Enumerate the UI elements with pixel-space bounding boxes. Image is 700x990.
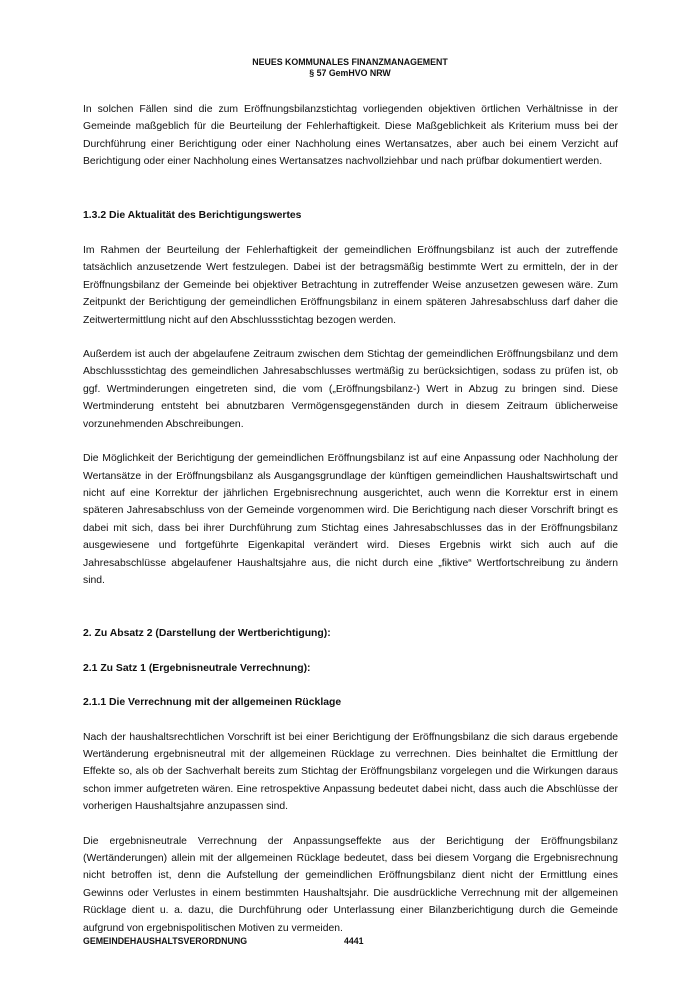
section-heading-2-1: 2.1 Zu Satz 1 (Ergebnisneutrale Verrechnung): [83, 662, 311, 674]
section-heading-2: 2. Zu Absatz 2 (Darstellung der Wertberichtigung): [83, 628, 331, 640]
header-subtitle: § 57 GemHVO NRW [309, 68, 391, 78]
page-footer [83, 936, 618, 947]
page-header [0, 57, 700, 79]
paragraph: Die ergebnisneutrale Verrechnung der Anpassungseffekte aus der Berichtigung der Eröffnungsbilanz (Wertänderungen) allein mit der allgemeinen Rücklage bedeutet, dass bei diesem Vorgang die Ergebnisrechnung nicht betroffen ist, denn die Aufstellung der gemeindlichen Eröffnungsbilanz dient nicht der Ermittlung eines Gewinns oder Verlustes in einem bestimmten Haushaltsjahr. Die ausdrückliche Verrechnung mit der allgemeinen Rücklage dient u. a. dazu, die Durchführung oder Unterlassung einer Bilanzberichtigung durch die Gemeinde aufgrund von ergebnispolitischen Motiven zu vermeiden. [83, 835, 618, 934]
paragraph: Außerdem ist auch der abgelaufene Zeitraum zwischen dem Stichtag der gemeindlichen Eröffnungsbilanz und dem Abschlussstichtag des gemeindlichen Jahresabschlusses wertmäßig zu berücksichtigen, sodass zu prüfen ist, ob ggf. Wertminderungen eingetreten sind, die vom („Eröffnungsbilanz-) Wert in Abzug zu bringen sind. Diese Wertminderung entsteht bei abnutzbaren Vermögensgegenständen durch in diesem Zeitraum üblicherweise vorzunehmenden Abschreibungen. [83, 349, 618, 430]
paragraph: In solchen Fällen sind die zum Eröffnungsbilanzstichtag vorliegenden objektiven örtlichen Verhältnisse in der Gemeinde maßgeblich für die Beurteilung der Fehlerhaftigkeit. Diese Maßgeblichkeit als Kriterium muss bei der Durchführung einer Berichtigung oder einer Nachholung eines Wertansatzes, aber auch bei einem Verzicht auf Berichtigung oder einer Nachholung eines Wertansatzes nachvollziehbar und nach prüfbar dokumentiert werden. [83, 104, 618, 168]
section-heading-1-3-2: 1.3.2 Die Aktualität des Berichtigungswertes [83, 209, 302, 221]
body-text [83, 101, 618, 937]
paragraph: Im Rahmen der Beurteilung der Fehlerhaftigkeit der gemeindlichen Eröffnungsbilanz ist auch der zutreffende tatsächlich anzusetzende Wert festzulegen. Dabei ist der betragsmäßig bestimmte Wert zu ermitteln, der in der Eröffnungsbilanz der Gemeinde bei objektiver Betrachtung in zutreffender Weise anzusetzen gewesen wäre. Zum Zeitpunkt der Berichtigung der gemeindlichen Eröffnungsbilanz in einem späteren Jahresabschluss darf daher die Zeitwertermittlung nicht auf den Abschlussstichtag bezogen werden. [83, 245, 618, 326]
section-heading-2-1-1: 2.1.1 Die Verrechnung mit der allgemeinen Rücklage [83, 697, 342, 709]
paragraph: Nach der haushaltsrechtlichen Vorschrift ist bei einer Berichtigung der Eröffnungsbilanz die sich daraus ergebende Wertänderung ergebnisneutral mit der allgemeinen Rücklage zu verrechnen. Dies beinhaltet die Ermittlung der Effekte so, als ob der Sachverhalt bereits zum Stichtag der Eröffnungsbilanz vorgelegen und die Wirkungen daraus schon immer aufgetreten wären. Eine retrospektive Anpassung bedeutet dabei nicht, dass auch die Abschlüsse der vorherigen Haushaltsjahre anzupassen sind. [83, 731, 618, 813]
footer-title: GEMEINDEHAUSHALTSVERORDNUNG [83, 936, 248, 946]
header-title: NEUES KOMMUNALES FINANZMANAGEMENT [252, 57, 448, 67]
page-number: 4441 [344, 936, 364, 946]
paragraph: Die Möglichkeit der Berichtigung der gemeindlichen Eröffnungsbilanz ist auf eine Anpassung oder Nachholung der Wertansätze in der Eröffnungsbilanz als Ausgangsgrundlage der künftigen gemeindlichen Haushaltswirtschaft und nicht auf eine Korrektur der jährlichen Ergebnisrechnung ausgerichtet, auch wenn die Korrektur erst in einem späteren Jahresabschluss von der Gemeinde vorgenommen wird. Die Berichtigung nach dieser Vorschrift bringt es dabei mit sich, dass bei ihrer Durchführung zum Stichtag eines Jahresabschlusses das in der Eröffnungsbilanz ausgewiesene und fortgeführte Eigenkapital verändert wird. Dieses Ergebnis wirkt sich auch auf die Jahresabschlüsse abgelaufener Haushaltsjahre aus, die nicht durch eine „fiktive“ Wertfortschreibung zu ändern sind. [83, 453, 618, 586]
